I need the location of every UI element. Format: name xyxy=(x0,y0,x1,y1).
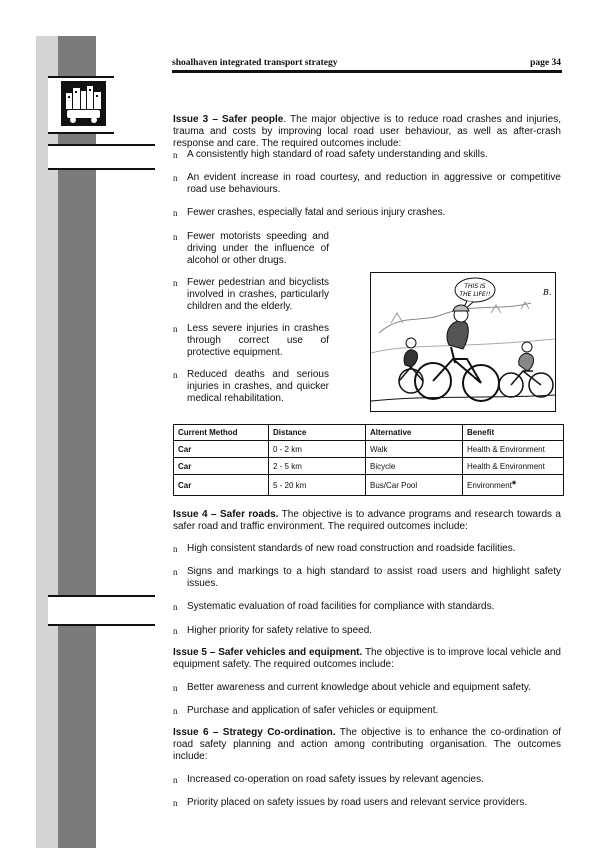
bullet-mark: n xyxy=(173,370,178,380)
list-item xyxy=(173,705,561,717)
issue-3-bullet-text: A consistently high standard of road safety understanding and skills. xyxy=(187,149,488,160)
bullet-mark: n xyxy=(173,232,178,242)
column-header: Alternative xyxy=(366,425,463,441)
issue-6-bullet-text: Priority placed on safety issues by road users and relevant service providers. xyxy=(187,797,528,808)
issue-3-bullet-text: Reduced deaths and serious injuries in crashes, and quicker medical rehabilitation. xyxy=(187,369,329,404)
issue-3-heading: Issue 3 – Safer people xyxy=(173,114,284,125)
margin-panel-lower xyxy=(48,595,155,625)
list-item xyxy=(173,369,329,405)
bullet-mark: n xyxy=(173,775,178,785)
issue-3-paragraph xyxy=(173,114,561,150)
issue-4-heading: Issue 4 – Safer roads. xyxy=(173,509,279,520)
issue-6-intro: The objective is to enhance the co-ordination of road safety planning and action among contributing organisation. The outcomes include: xyxy=(173,727,561,762)
header-rule xyxy=(172,70,562,73)
table-cell: Car xyxy=(174,475,269,496)
illustrator-signature: B. xyxy=(543,288,552,297)
bullet-mark: n xyxy=(173,278,178,288)
margin-panel xyxy=(48,144,155,169)
speech-text-2: THE LIFE!! xyxy=(459,291,491,298)
bullet-mark: n xyxy=(173,706,178,716)
table-header-row xyxy=(174,425,564,441)
list-item xyxy=(173,231,329,267)
document-title: shoalhaven integrated transport strategy xyxy=(172,58,338,68)
table-row xyxy=(174,458,564,475)
margin-rule xyxy=(48,144,155,146)
cyclists-drawing xyxy=(371,273,555,411)
margin-rule xyxy=(48,168,155,170)
issue-4-intro: The objective is to advance programs and research towards a safer road and traffic environment. The required outcomes include: xyxy=(173,509,561,532)
bullet-mark: n xyxy=(173,208,178,218)
page-number: page 34 xyxy=(530,58,561,68)
city-vehicle-logo-icon xyxy=(61,81,106,126)
list-item xyxy=(173,625,561,637)
issue-6-bullet-text: Increased co-operation on road safety issues by relevant agencies. xyxy=(187,774,484,785)
issue-3-bullet-text: Less severe injuries in crashes through correct use of protective equipment. xyxy=(187,323,329,358)
issue-5-bullet-text: Purchase and application of safer vehicles or equipment. xyxy=(187,705,439,716)
table-cell: Car xyxy=(174,441,269,458)
margin-rule xyxy=(48,132,114,134)
list-item xyxy=(173,277,329,313)
list-item xyxy=(173,207,561,219)
list-item xyxy=(173,323,329,359)
issue-3-bullet-text: Fewer pedestrian and bicyclists involved in crashes, particularly children and the elderly. xyxy=(187,277,329,312)
issue-3-intro: . The major objective is to reduce road crashes and injuries, trauma and costs by improving local road user behaviour, as well as after-crash response and care. The required outcomes include: xyxy=(173,114,561,149)
list-item xyxy=(173,601,561,613)
bullet-mark: n xyxy=(173,798,178,808)
travel-methods-table xyxy=(173,424,564,496)
bullet-mark: n xyxy=(173,150,178,160)
table-cell: Walk xyxy=(366,441,463,458)
list-item xyxy=(173,543,561,555)
issue-4-bullet-text: Signs and markings to a high standard to assist road users and highlight safety issues. xyxy=(187,566,561,589)
table-cell xyxy=(463,475,564,496)
table-row xyxy=(174,441,564,458)
cyclists-cartoon-illustration xyxy=(370,272,556,412)
list-item xyxy=(173,172,561,196)
issue-4-bullet-text: Systematic evaluation of road facilities for compliance with standards. xyxy=(187,601,495,612)
issue-3-bullet-text: Fewer motorists speeding and driving under the influence of alcohol or other drugs. xyxy=(187,231,329,266)
issue-5-paragraph xyxy=(173,647,561,671)
issue-4-paragraph xyxy=(173,509,561,533)
bullet-mark: n xyxy=(173,324,178,334)
issue-5-heading: Issue 5 – Safer vehicles and equipment. xyxy=(173,647,363,658)
issue-6-paragraph xyxy=(173,727,561,763)
margin-rule xyxy=(48,595,155,597)
list-item xyxy=(173,149,561,161)
table-cell: Car xyxy=(174,458,269,475)
bullet-mark: n xyxy=(173,567,178,577)
bullet-mark: n xyxy=(173,683,178,693)
benefit-text: Environment xyxy=(467,481,512,490)
issue-3-bullet-text: Fewer crashes, especially fatal and serious injury crashes. xyxy=(187,207,446,218)
table-cell: Health & Environment xyxy=(463,458,564,475)
table-cell: 5 - 20 km xyxy=(269,475,366,496)
issue-4-bullet-text: High consistent standards of new road construction and roadside facilities. xyxy=(187,543,516,554)
bullet-mark: n xyxy=(173,173,178,183)
table-cell: 2 - 5 km xyxy=(269,458,366,475)
column-header: Benefit xyxy=(463,425,564,441)
list-item xyxy=(173,682,561,694)
list-item xyxy=(173,774,561,786)
table-cell: Health & Environment xyxy=(463,441,564,458)
list-item xyxy=(173,566,561,590)
column-header: Distance xyxy=(269,425,366,441)
issue-4-bullet-text: Higher priority for safety relative to speed. xyxy=(187,625,373,636)
speech-text-1: THIS IS xyxy=(464,283,486,290)
issue-5-bullet-text: Better awareness and current knowledge about vehicle and equipment safety. xyxy=(187,682,531,693)
bullet-mark: n xyxy=(173,544,178,554)
margin-rule xyxy=(48,76,114,78)
table-cell: Bus/Car Pool xyxy=(366,475,463,496)
issue-5-intro: The objective is to improve local vehicle and equipment safety. The required outcomes include: xyxy=(173,647,561,670)
table-row xyxy=(174,475,564,496)
table-cell: Bicycle xyxy=(366,458,463,475)
bullet-mark: n xyxy=(173,602,178,612)
issue-6-heading: Issue 6 – Strategy Co-ordination. xyxy=(173,727,336,738)
table-cell: 0 - 2 km xyxy=(269,441,366,458)
column-header: Current Method xyxy=(174,425,269,441)
issue-3-bullet-text: An evident increase in road courtesy, and reduction in aggressive or competitive road use behaviours. xyxy=(187,172,561,195)
margin-rule xyxy=(48,624,155,626)
footnote-mark: * xyxy=(511,479,517,491)
list-item xyxy=(173,797,561,809)
bullet-mark: n xyxy=(173,626,178,636)
